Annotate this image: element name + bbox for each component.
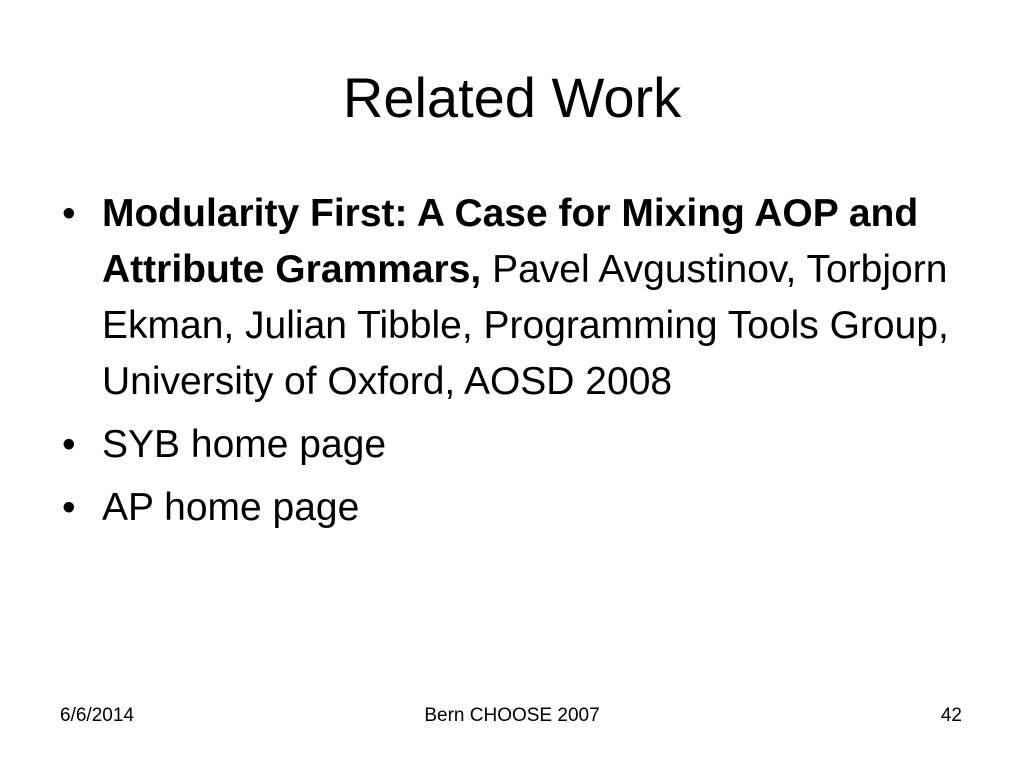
bullet-item-ap bbox=[60, 480, 980, 536]
bullet-marker: • bbox=[62, 423, 76, 466]
reference-details: Pavel Avgustinov, Torbjorn Ekman, Julian Tibble, Programming Tools Group, University of Oxford, AOSD 2008 bbox=[102, 248, 949, 403]
bullet-marker: • bbox=[62, 192, 76, 235]
bullet-item-syb bbox=[60, 417, 980, 473]
bullet-list bbox=[60, 186, 980, 543]
page-number: 42 bbox=[940, 705, 962, 726]
bullet-marker: • bbox=[62, 486, 76, 529]
ap-home-page-text: AP home page bbox=[102, 486, 360, 529]
footer-title: Bern CHOOSE 2007 bbox=[424, 705, 600, 726]
slide-title: Related Work bbox=[342, 66, 682, 129]
footer-date: 6/6/2014 bbox=[60, 705, 134, 726]
reference-title: Modularity First: A Case for Mixing AOP and Attribute Grammars, bbox=[102, 192, 919, 291]
syb-home-page-text: SYB home page bbox=[102, 423, 387, 466]
bullet-item-reference bbox=[60, 186, 980, 410]
